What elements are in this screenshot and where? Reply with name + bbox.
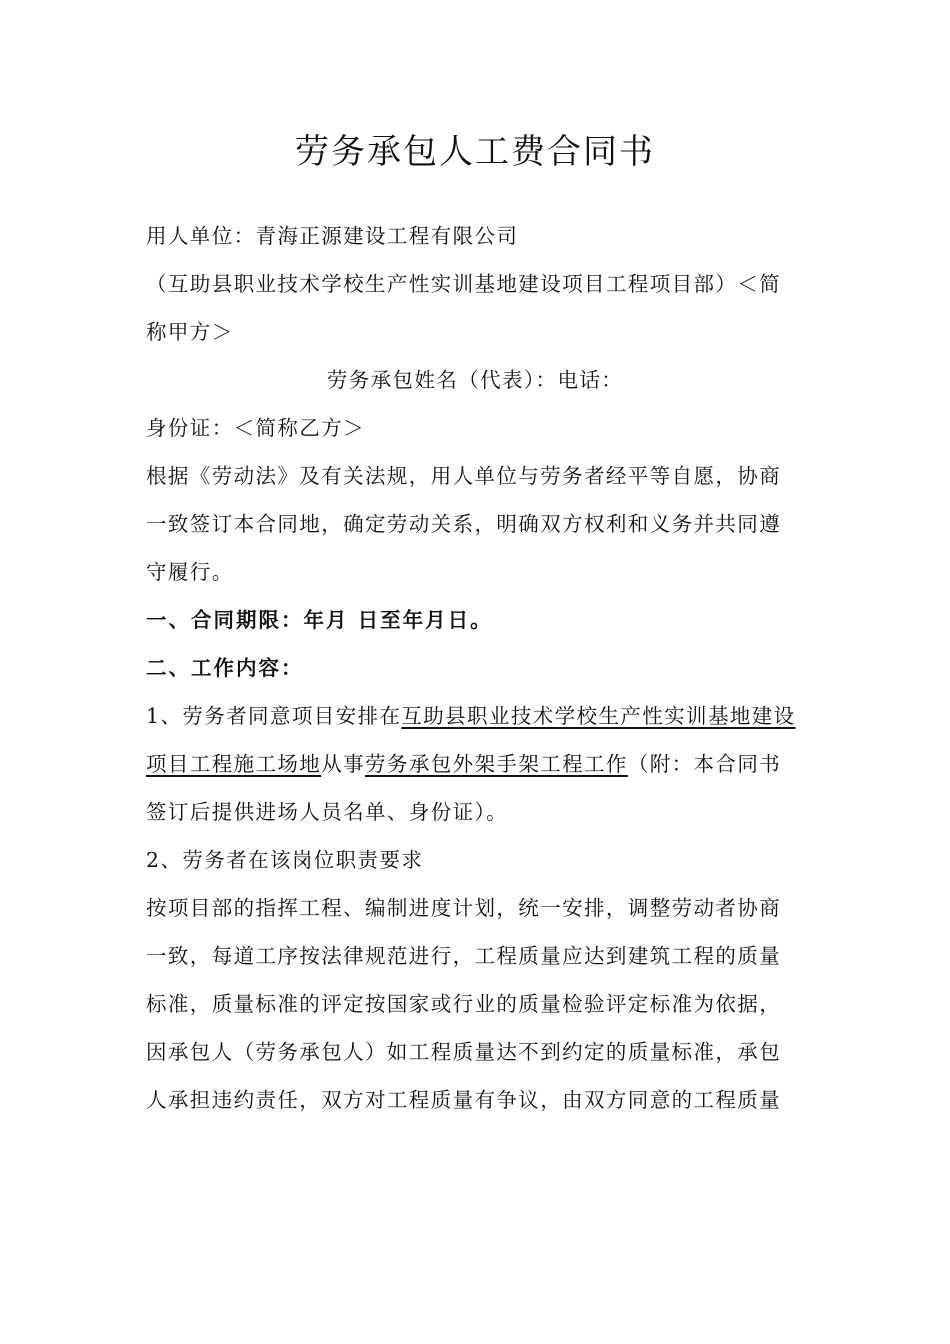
- item-1-line-1: [146, 701, 806, 731]
- party-a-line: 称甲方＞: [146, 320, 234, 344]
- contractor-line: 劳务承包姓名（代表）：电话：: [326, 368, 624, 392]
- work-site-underlined-cont: 项目工程施工场地: [146, 752, 322, 776]
- employer-line: 用人单位：青海正源建设工程有限公司: [146, 224, 519, 248]
- document-title: 劳务承包人工费合同书: [295, 132, 655, 172]
- intro-line-1: 根据《劳动法》及有关法规，用人单位与劳务者经平等自愿，协商: [146, 464, 782, 488]
- intro-line-2: 一致签订本合同地，确定劳动关系，明确双方权利和义务并共同遵: [146, 512, 782, 536]
- item-2-line-5: 人承担违约责任，双方对工程质量有争议，由双方同意的工程质量: [146, 1088, 782, 1112]
- item-1-prefix: 1、劳务者同意项目安排在: [146, 704, 402, 728]
- work-site-underlined: 互助县职业技术学校生产性实训基地建设: [401, 704, 796, 728]
- id-card-line: 身份证：＜简称乙方＞: [146, 416, 365, 440]
- work-type-underlined: 劳务承包外架手架工程工作: [365, 752, 628, 776]
- item-2-line-3: 标准，质量标准的评定按国家或行业的质量检验评定标准为依据，: [146, 992, 782, 1016]
- section-work-content: 二、工作内容：: [146, 656, 304, 680]
- item-1-line-3: 签订后提供进场人员名单、身份证）。: [146, 800, 509, 824]
- item-1-mid: 从事: [321, 752, 366, 776]
- section-contract-term: 一、合同期限：年月 日至年月日。: [146, 608, 493, 632]
- item-2-line-1: 按项目部的指挥工程、编制进度计划，统一安排，调整劳动者协商: [146, 896, 782, 920]
- intro-line-3: 守履行。: [146, 560, 234, 584]
- item-1-suffix: （附：本合同书: [627, 752, 782, 776]
- project-line: （互助县职业技术学校生产性实训基地建设项目工程项目部）＜简: [146, 272, 782, 296]
- item-1-line-2: [146, 749, 806, 779]
- item-2-line-4: 因承包人（劳务承包人）如工程质量达不到约定的质量标准，承包: [146, 1040, 782, 1064]
- item-2-line-2: 一致，每道工序按法律规范进行，工程质量应达到建筑工程的质量: [146, 944, 782, 968]
- item-2-heading: 2、劳务者在该岗位职责要求: [146, 848, 424, 872]
